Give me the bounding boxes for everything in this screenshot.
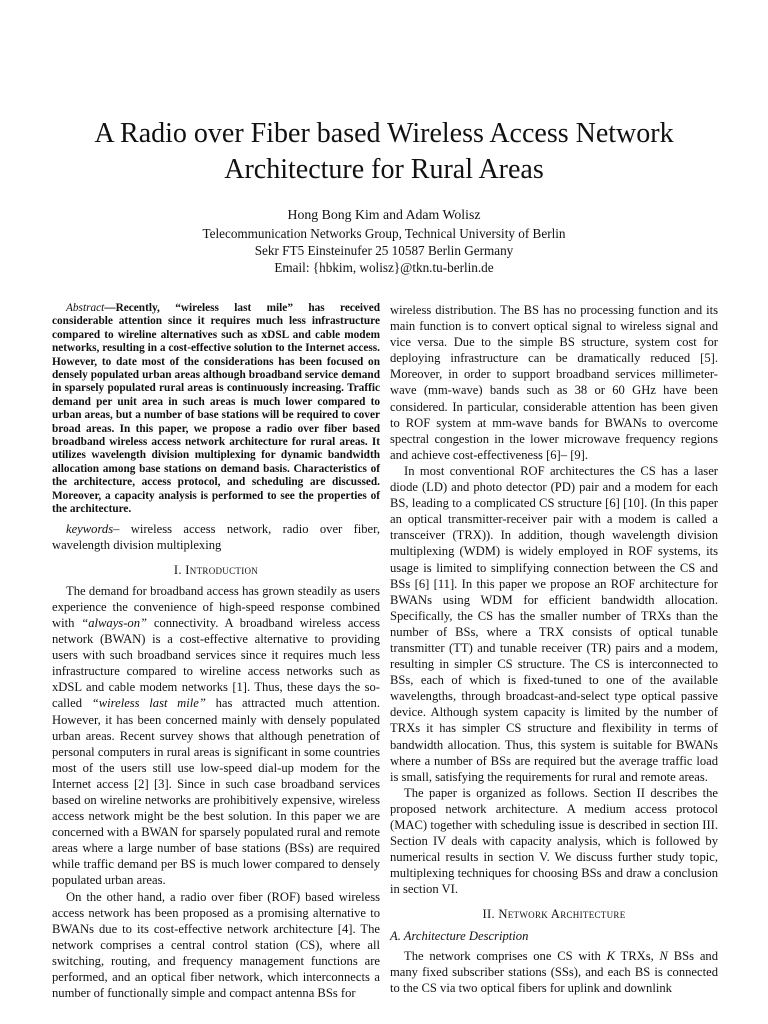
- abstract-body: Recently, “wireless last mile” has received considerable attention since it requires much less infrastructure compared to wireline alternatives such as xDSL and cable modem networks, resulting in a cost-effective solution to the Internet access. However, to date most of the considerations has been focused on densely populated urban areas although broadband service demand in sparsely populated rural areas is continuously increasing. Traffic demand per unit area in such areas is much lower compared to urban areas, but a number of base stations will be required to cover broad areas. In this paper, we propose a radio over fiber based broadband wireless access network architecture for rural areas. It utilizes wavelength division multiplexing for dynamic bandwidth allocation among base stations on demand basis. Characteristics of the architecture, access protocol, and scheduling are discussed. Moreover, a capacity analysis is performed to see the properties of the architecture.: [52, 302, 380, 516]
- math-symbol-k: K: [606, 948, 615, 963]
- section-heading-introduction: I. Introduction: [173, 562, 259, 577]
- intro-p1-text-c: has attracted much attention. However, it has been concerned mainly with densely populated urban areas. Recent survey shows that although penetration of personal computers in rural areas is significant in some countries most of the users still use low-speed dial-up modem for the Internet access [2] [3]. Since in such case broadband services based on wireline networks are prohibitively expensive, wireless access network might be the best solution. In this paper we are concerned with a BWAN for sparsely populated rural and remote areas where a large number of base stations (BSs) are required while traffic demand per BS is much lower compared to densely populated urban areas.: [52, 696, 381, 888]
- left-column: [52, 302, 380, 1001]
- intro-p1-text-b: connectivity. A broadband wireless access network (BWAN) is a cost-effective alternative to providing users with such broadband services since it requires much less infrastructure compared to wireline access networks such as xDSL and cable modem networks [1]. Thus, these days the so-called: [52, 615, 380, 711]
- subsection-heading-architecture-description: A. Architecture Description: [390, 928, 529, 943]
- intro-paragraph-2: On the other hand, a radio over fiber (ROF) based wireless access network has been proposed as a promising alternative to BWANs due to its cost-effective network architecture [4]. The network comprises a central control station (CS), where all switching, routing, and frequency management functions are performed, and an optical fiber network, which interconnects a number of functionally simple and compact antenna BSs for: [52, 889, 380, 1001]
- arch-paragraph-1: [390, 948, 718, 996]
- keywords-label: keywords: [66, 521, 114, 536]
- affiliation: Telecommunication Networks Group, Technical University of Berlin: [202, 226, 566, 241]
- abstract-label: Abstract: [66, 302, 105, 314]
- arch-p1-text-c: BSs and many fixed subscriber stations (SSs), and each BS is connected to the CS via two optical fibers for uplink and downlink: [390, 948, 718, 995]
- paper-title: A Radio over Fiber based Wireless Access Network Architecture for Rural Areas: [94, 118, 674, 185]
- math-symbol-n: N: [659, 948, 668, 963]
- arch-p1-text-b: TRXs,: [614, 948, 660, 963]
- keywords: [52, 521, 380, 553]
- email: Email: {hbkim, wolisz}@tkn.tu-berlin.de: [274, 260, 494, 275]
- intro-paragraph-3: wireless distribution. The BS has no processing function and its main function is to convert optical signal to wireless signal and vice versa. Due to the simple BS structure, system cost for deploying infrastructure can be dramatically reduced [5]. Moreover, in order to support broadband services millimeter-wave (mm-wave) bands such as 38 or 60 GHz have been considered. In particular, considerable attention has been given to ROF system at mm-wave bands for BWANs to overcome spectral congestion in the lower microwave frequency regions and achieve cost-effectiveness [6]– [9].: [390, 303, 718, 462]
- arch-p1-text-a: The network comprises one CS with: [404, 948, 607, 963]
- keywords-text: – wireless access network, radio over fiber, wavelength division multiplexing: [52, 521, 380, 552]
- authors: Hong Bong Kim and Adam Wolisz: [287, 207, 481, 222]
- intro-paragraph-5: The paper is organized as follows. Section II describes the proposed network architecture. A medium access protocol (MAC) together with scheduling issue is described in section III. Section IV deals with capacity analysis, which is followed by numerical results in section V. We discuss further study topic, multiplexing techniques for choosing BSs and draw a conclusion in section VI.: [390, 785, 718, 897]
- abstract-dash: —: [104, 302, 116, 314]
- intro-p1-emphasis-last-mile: “wireless last mile”: [91, 696, 206, 711]
- author-block: [40, 206, 728, 276]
- address: Sekr FT5 Einsteinufer 25 10587 Berlin Germany: [254, 243, 514, 258]
- abstract: [52, 302, 380, 517]
- right-column: [390, 302, 718, 996]
- intro-p1-emphasis-always-on: “always-on”: [81, 615, 147, 630]
- intro-paragraph-4: In most conventional ROF architectures the CS has a laser diode (LD) and photo detector (PD) pair and a modem for each BS, leading to a complicated CS structure [6] [10]. (In this paper an optical transmitter-receiver pair with a modem is called a transceiver (TRX)). In addition, though wavelength division multiplexing (WDM) is widely employed in ROF systems, its usage is limited to simplifying connection between the CS and BSs [6] [11]. In this paper we propose an ROF architecture for BWANs using WDM for efficient bandwidth allocation. Specifically, the CS has the smaller number of TRXs than the number of BSs, where a TRX consists of optical tunable transmitter (TT) and tunable receiver (TR) pairs and a modem, resulting in simpler CS structure. The CS is interconnected to BSs, each of which is fixed-tuned to one of the available wavelengths, through broadcast-and-select type optical passive device. Although system capacity is limited by the number of TRXs it has simpler CS structure and flexibility in terms of bandwidth allocation. Thus, this system is suitable for BWANs where a number of BSs are required but the average traffic load is small, satisfying the requirements for rural and remote areas.: [390, 463, 718, 784]
- section-heading-network-architecture: II. Network Architecture: [482, 907, 626, 922]
- intro-paragraph-1: [52, 583, 380, 889]
- intro-p1-text-a: The demand for broadband access has grown steadily as users experience the convenience of high-speed response combined with: [52, 583, 380, 630]
